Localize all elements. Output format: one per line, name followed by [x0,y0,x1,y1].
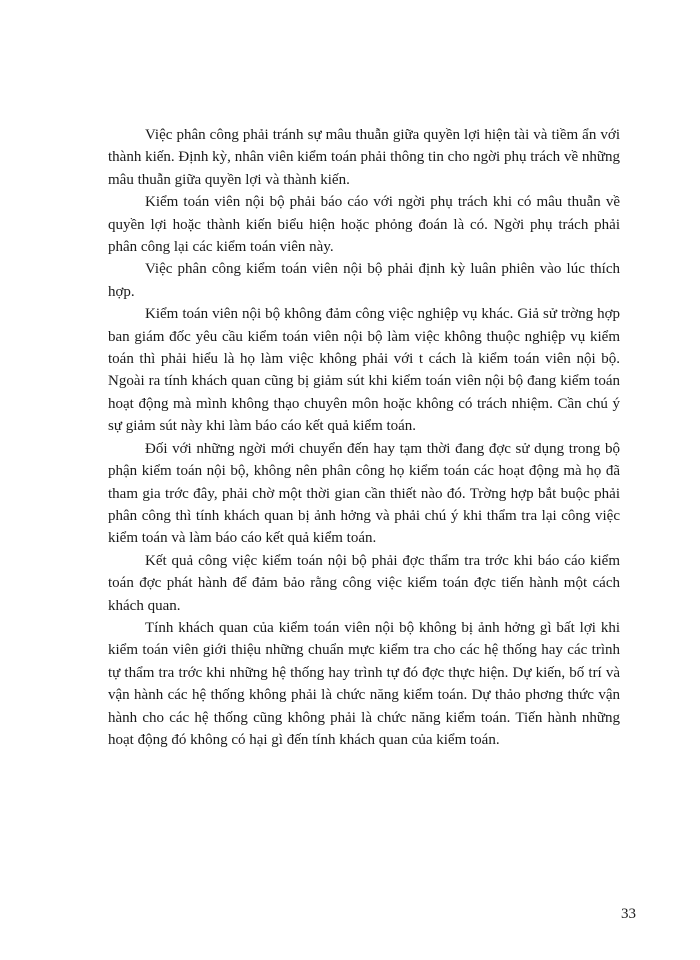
paragraph-conflict-of-interest: Việc phân công phải tránh sự mâu thuẫn giữa quyền lợi hiện tài và tiềm ẩn với thành kiến. Định kỳ, nhân viên kiểm toán phải thông tin cho ngời phụ trách về những mâu thuẫn giữa quyền lợi và thành kiến. [108,127,620,188]
paragraph-review-results: Kết quả công việc kiểm toán nội bộ phải đợc thẩm tra trớc khi báo cáo kiểm toán đợc phát hành để đảm bảo rằng công việc kiểm toán đợc tiến hành một cách khách quan. [108,552,620,614]
paragraph-new-staff: Đối với những ngời mới chuyển đến hay tạm thời đang đợc sử dụng trong bộ phận kiểm toán nội bộ, không nên phân công họ kiểm toán các hoạt động mà họ đã tham gia trớc đây, phải chờ một thời gian cần thiết nào đó. Trờng hợp bắt buộc phải phân công thì tính khách quan bị ảnh hởng và phải chú ý khi thẩm tra lại công việc kiểm toán và làm báo cáo kết quả kiểm toán. [108,440,620,547]
paragraph-other-duties: Kiểm toán viên nội bộ không đảm công việc nghiệp vụ khác. Giả sử trờng hợp ban giám đốc yêu cầu kiểm toán viên nội bộ làm việc không thuộc nghiệp vụ kiểm toán thì phải hiểu là họ làm việc không phải với t cách là kiểm toán viên nội bộ. Ngoài ra tính khách quan cũng bị giảm sút khi kiểm toán viên nội bộ đang kiểm toán hoạt động mà mình không thạo chuyên môn hoặc không có trách nhiệm. Cần chú ý sự giảm sút này khi làm báo cáo kết quả kiểm toán. [108,306,620,435]
paragraph-objectivity-systems: Tính khách quan của kiểm toán viên nội bộ không bị ảnh hởng gì bất lợi khi kiểm toán viên giới thiệu những chuẩn mực kiểm tra cho các hệ thống hay các trình tự thẩm tra trớc khi những hệ thống hay trình tự đó đợc thực hiện. Dự kiến, bố trí và vận hành các hệ thống không phải là chức năng kiểm toán. Dự thảo phơng thức vận hành cho các hệ thống cũng không phải là chức năng kiểm toán. Tiến hành những hoạt động đó không có hại gì đến tính khách quan của kiểm toán. [108,619,620,748]
page-number: 33 [621,906,636,922]
paragraph-report-conflict: Kiểm toán viên nội bộ phải báo cáo với ngời phụ trách khi có mâu thuẫn về quyền lợi hoặc thành kiến biểu hiện hoặc phỏng đoán là có. Ngời phụ trách phải phân công lại các kiểm toán viên này. [108,194,620,256]
paragraph-rotation: Việc phân công kiểm toán viên nội bộ phải định kỳ luân phiên vào lúc thích hợp. [108,261,620,300]
body-text [108,124,620,751]
